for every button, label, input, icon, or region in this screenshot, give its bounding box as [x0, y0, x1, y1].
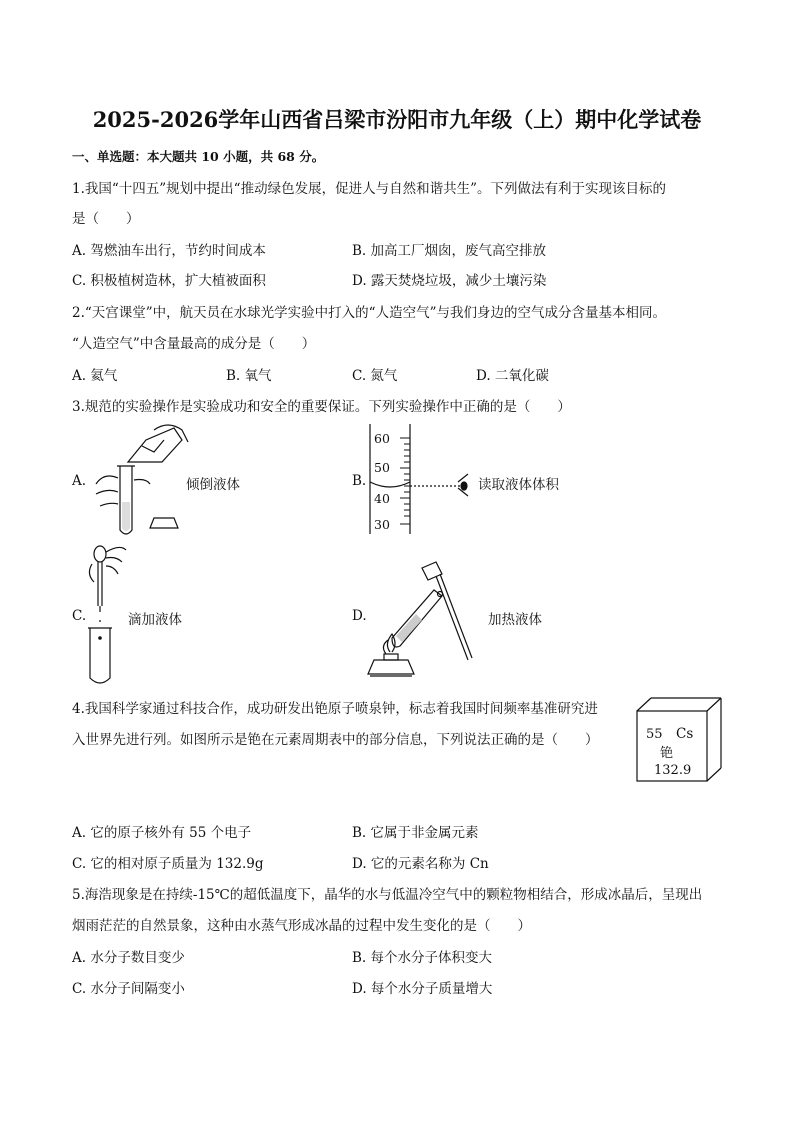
cylinder-scale-60: 60: [374, 431, 390, 446]
q4-option-a: A. 它的原子核外有 55 个电子: [72, 825, 252, 841]
q4-stem-line-2: 入世界先进行列。如图所示是铯在元素周期表中的部分信息，下列说法正确的是（ ）: [72, 732, 599, 748]
q5-option-c: C. 水分子间隔变小: [72, 981, 185, 997]
q4-option-b: B. 它属于非金属元素: [352, 825, 479, 841]
q2-stem-line-1: 2.“天宫课堂”中，航天员在水球光学实验中打入的“人造空气”与我们身边的空气成分含量基本相同。: [72, 305, 666, 321]
cylinder-scale-40: 40: [374, 491, 390, 506]
page-title: 2025-2026学年山西省吕梁市汾阳市九年级（上）期中化学试卷: [92, 107, 702, 132]
q1-stem-line-2: 是（ ）: [72, 211, 140, 227]
q3-figure-a-caption: 倾倒液体: [186, 477, 240, 493]
q1-option-b: B. 加高工厂烟囱，废气高空排放: [352, 243, 547, 259]
q4-option-d: D. 它的元素名称为 Cn: [352, 856, 489, 872]
q5-option-d: D. 每个水分子质量增大: [352, 981, 493, 997]
q5-option-b: B. 每个水分子体积变大: [352, 950, 493, 966]
atomic-number: 55: [646, 727, 663, 742]
q3-figure-a-letter: A.: [72, 473, 87, 489]
heating-test-tube-illustration: [366, 560, 476, 680]
q4-stem-line-1: 4.我国科学家通过科技合作，成功研发出铯原子喷泉钟，标志着我国时间频率基准研究进: [72, 701, 598, 717]
q1-option-c: C. 积极植树造林，扩大植被面积: [72, 273, 266, 289]
element-symbol: Cs: [676, 726, 694, 742]
q1-option-d: D. 露天焚烧垃圾，减少土壤污染: [352, 273, 547, 289]
q2-option-c: C. 氮气: [352, 368, 398, 384]
element-name: 铯: [660, 746, 674, 761]
q5-stem-line-2: 烟雨茫茫的自然景象，这种由水蒸气形成冰晶的过程中发生变化的是（ ）: [72, 918, 531, 934]
q2-option-a: A. 氦气: [72, 368, 118, 384]
dropper-illustration: [84, 544, 134, 686]
cylinder-scale-50: 50: [374, 460, 390, 475]
q1-option-a: A. 驾燃油车出行，节约时间成本: [72, 243, 266, 259]
q2-option-d: D. 二氧化碳: [476, 368, 549, 384]
q2-stem-line-2: “人造空气”中含量最高的成分是（ ）: [72, 336, 316, 352]
q3-figure-b-letter: B.: [352, 473, 367, 489]
q3-figure-b-caption: 读取液体体积: [478, 477, 559, 493]
relative-atomic-mass: 132.9: [654, 763, 692, 778]
q2-option-b: B. 氧气: [226, 368, 272, 384]
q3-figure-c-caption: 滴加液体: [128, 612, 182, 628]
pouring-liquid-illustration: [84, 422, 194, 542]
q3-figure-c-letter: C.: [72, 608, 87, 624]
cylinder-scale-30: 30: [374, 517, 390, 532]
q3-figure-d-letter: D.: [352, 608, 367, 624]
section-heading: 一、单选题：本大题共 10 小题，共 68 分。: [72, 149, 325, 164]
q3-figure-d-caption: 加热液体: [488, 612, 542, 628]
q1-stem-line-1: 1.我国“十四五”规划中提出“推动绿色发展，促进人与自然和谐共生”。下列做法有利于实现该目标的: [72, 181, 666, 197]
q5-stem-line-1: 5.海浩现象是在持续-15℃的超低温度下，晶华的水与低温冷空气中的颗粒物相结合，形成冰晶后，呈现出: [72, 887, 703, 903]
q5-option-a: A. 水分子数目变少: [72, 950, 185, 966]
q4-option-c: C. 它的相对原子质量为 132.9g: [72, 856, 264, 872]
q3-stem: 3.规范的实验操作是实验成功和安全的重要保证。下列实验操作中正确的是（ ）: [72, 399, 571, 415]
